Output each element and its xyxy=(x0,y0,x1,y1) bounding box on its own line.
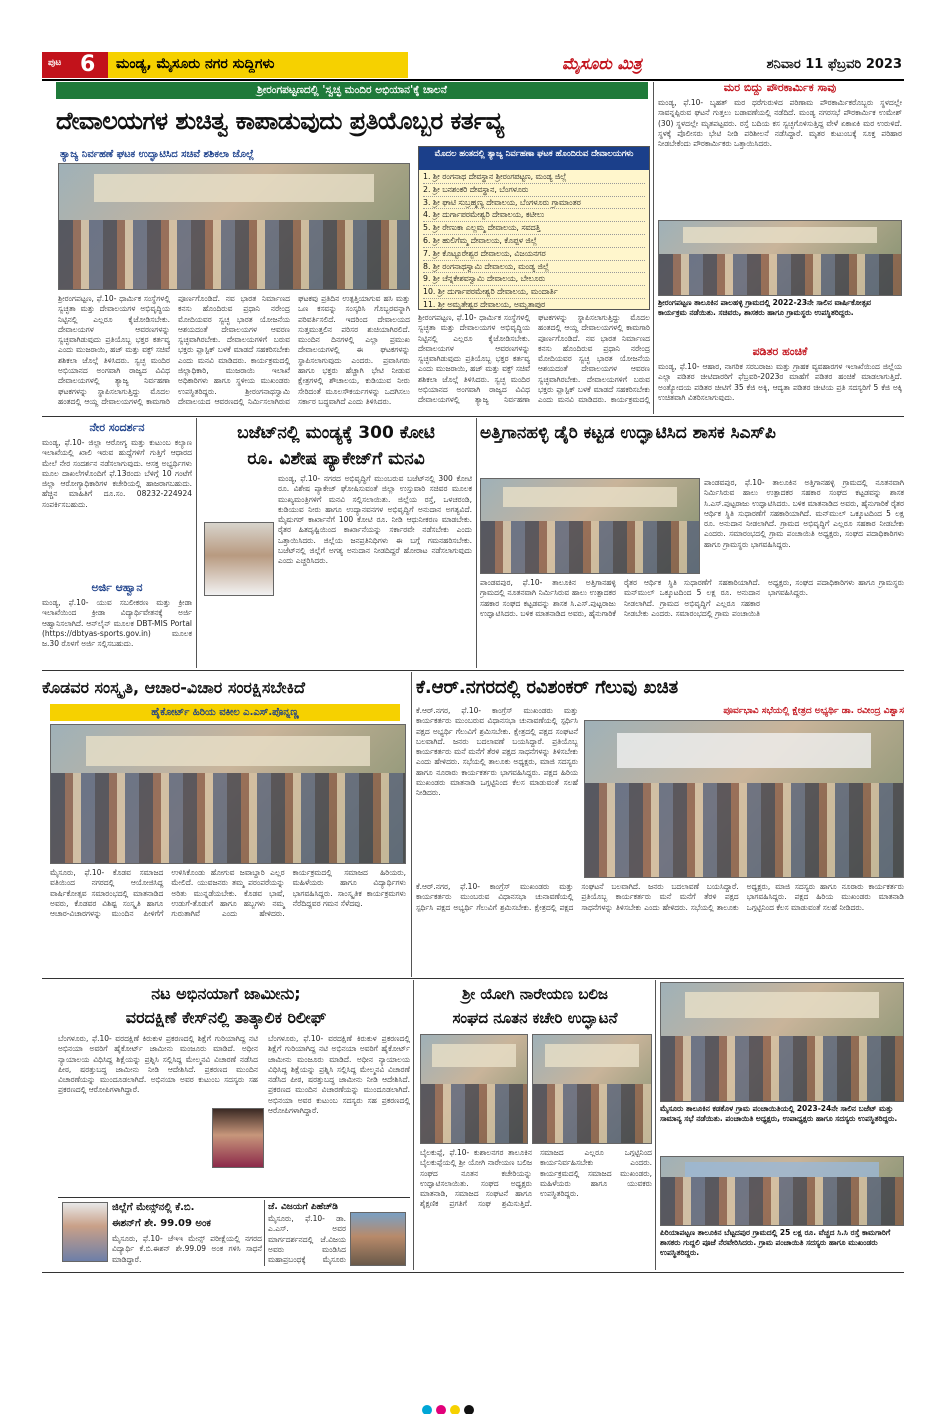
actress-headline-line2: ವರದಕ್ಷಿಣೆ ಕೇಸ್‌ನಲ್ಲಿ ತಾತ್ಕಾಲಿಕ ರಿಲೀಫ್ xyxy=(125,1008,327,1027)
lead-headline: ದೇವಾಲಯಗಳ ಶುಚಿತ್ವ ಕಾಪಾಡುವುದು ಪ್ರತಿಯೊಬ್ಬರ ಕರ್ತವ್ಯ xyxy=(56,107,504,135)
krnagar-body-bottom: ಕೆ.ಆರ್.ನಗರ, ಫೆ.10- ಕಾಂಗ್ರೆಸ್ ಮುಖಂಡರು ಮತ್ತು ಕಾರ್ಯಕರ್ತರು ಮುಂಬರುವ ವಿಧಾನಸಭಾ ಚುನಾವಣೆಯಲ್ಲಿ ಸ್ಪರ್ಧಿಸಿ ಪಕ್ಷದ ಅಭ್ಯರ್ಥಿ ಗೆಲುವಿಗೆ ಶ್ರಮಿಸಬೇಕು. ಕ್ಷೇತ್ರದಲ್ಲಿ ಪಕ್ಷದ ಸಂಘಟನೆ ಬಲವಾಗಿದೆ. ಜನರು ಬದಲಾವಣೆ ಬಯಸಿದ್ದಾರೆ. ಪ್ರತಿಯೊಬ್ಬ ಕಾರ್ಯಕರ್ತರು ಮನೆ ಮನೆಗೆ ತೆರಳಿ ಪಕ್ಷದ ಸಾಧನೆಗಳನ್ನು ತಿಳಿಸಬೇಕು ಎಂದು ಹೇಳಿದರು. ಸಭೆಯಲ್ಲಿ ತಾಲೂಕು ಅಧ್ಯಕ್ಷರು, ಮಾಜಿ ಸದಸ್ಯರು ಹಾಗೂ ನೂರಾರು ಕಾರ್ಯಕರ್ತರು ಭಾಗವಹಿಸಿದ್ದರು. ಪಕ್ಷದ ಹಿರಿಯ ಮುಖಂಡರು ಮಾತನಾಡಿ ಒಗ್ಗಟ್ಟಿನಿಂದ ಕೆಲಸ ಮಾಡುವಂತೆ ಸಲಹೆ ನೀಡಿದರು. xyxy=(416,882,904,912)
lead-kicker-box xyxy=(56,82,648,99)
list-item: 2. ಶ್ರೀ ಬನಶಂಕರಿ ದೇವಸ್ಥಾನ, ಬೆಂಗಳೂರು xyxy=(423,184,645,197)
kodava-body: ಮೈಸೂರು, ಫೆ.10- ಕೊಡವ ಸಮಾಜದ ವತಿಯಿಂದ ನಗರದಲ್ಲಿ ಆಯೋಜಿಸಿದ್ದ ವಾರ್ಷಿಕೋತ್ಸವ ಸಮಾರಂಭದಲ್ಲಿ ಮಾತನಾಡಿದ ಅವರು, ಕೊಡವರ ವಿಶಿಷ್ಟ ಸಂಸ್ಕೃತಿ ಹಾಗೂ ಆಚಾರ-ವಿಚಾರಗಳನ್ನು ಮುಂದಿನ ಪೀಳಿಗೆಗೆ ಉಳಿಸಿಕೊಂಡು ಹೋಗುವ ಜವಾಬ್ದಾರಿ ಎಲ್ಲರ ಮೇಲಿದೆ. ಯುವಜನರು ತಮ್ಮ ಪರಂಪರೆಯನ್ನು ಅರಿತು ಮುನ್ನಡೆಯಬೇಕು. ಕೊಡವ ಭಾಷೆ, ಉಡುಗೆ-ತೊಡುಗೆ ಹಾಗೂ ಹಬ್ಬಗಳು ನಮ್ಮ ಗುರುತಾಗಿವೆ ಎಂದು ಹೇಳಿದರು. ಕಾರ್ಯಕ್ರಮದಲ್ಲಿ ಸಮಾಜದ ಹಿರಿಯರು, ಮಹಿಳೆಯರು ಹಾಗೂ ವಿದ್ಯಾರ್ಥಿಗಳು ಭಾಗವಹಿಸಿದ್ದರು. ಸಾಂಸ್ಕೃತಿಕ ಕಾರ್ಯಕ್ರಮಗಳು ನೆರೆದಿದ್ದವರ ಗಮನ ಸೆಳೆದವು. xyxy=(50,868,406,919)
dairy-body-side: ಪಾಂಡವಪುರ, ಫೆ.10- ತಾಲೂಕಿನ ಅತ್ತಿಗಾನಹಳ್ಳಿ ಗ್ರಾಮದಲ್ಲಿ ನೂತನವಾಗಿ ನಿರ್ಮಿಸಿರುವ ಹಾಲು ಉತ್ಪಾದಕರ ಸಹಕಾರ ಸಂಘದ ಕಟ್ಟಡವನ್ನು ಶಾಸಕ ಸಿ.ಎಸ್.ಪುಟ್ಟರಾಜು ಉದ್ಘಾಟಿಸಿದರು. ಬಳಿಕ ಮಾತನಾಡಿದ ಅವರು, ಹೈನುಗಾರಿಕೆ ರೈತರ ಆರ್ಥಿಕ ಸ್ಥಿತಿ ಸುಧಾರಣೆಗೆ ಸಹಕಾರಿಯಾಗಿದೆ. ಮನ್‌ಮುಲ್ ಒಕ್ಕೂಟದಿಂದ 5 ಲಕ್ಷ ರೂ. ಅನುದಾನ ನೀಡಲಾಗಿದೆ. ಗ್ರಾಮದ ಅಭಿವೃದ್ಧಿಗೆ ಎಲ್ಲರೂ ಸಹಕಾರ ನೀಡಬೇಕು ಎಂದರು. ಸಮಾರಂಭದಲ್ಲಿ ಗ್ರಾಮ ಪಂಚಾಯಿತಿ ಅಧ್ಯಕ್ಷರು, ಸಂಘದ ಪದಾಧಿಕಾರಿಗಳು ಹಾಗೂ ಗ್ರಾಮಸ್ಥರು ಭಾಗವಹಿಸಿದ್ದರು. xyxy=(704,478,904,549)
list-item: 5. ಶ್ರೀ ರೇಣುಕಾ ಎಲ್ಲಮ್ಮ ದೇವಾಲಯ, ಸವದತ್ತಿ xyxy=(423,222,645,235)
list-item: 11. ಶ್ರೀ ಅಮೃತೇಶ್ವರ ದೇವಾಲಯ, ಅಮೃತಾಪುರ xyxy=(423,299,645,310)
interview-body: ಮಂಡ್ಯ, ಫೆ.10- ಜಿಲ್ಲಾ ಆರೋಗ್ಯ ಮತ್ತು ಕುಟುಂಬ ಕಲ್ಯಾಣ ಇಲಾಖೆಯಲ್ಲಿ ಖಾಲಿ ಇರುವ ಹುದ್ದೆಗಳಿಗೆ ಗುತ್ತಿಗೆ ಆಧಾರದ ಮೇಲೆ ನೇರ ಸಂದರ್ಶನ ನಡೆಸಲಾಗುವುದು. ಆಸಕ್ತ ಅಭ್ಯರ್ಥಿಗಳು ಮೂಲ ದಾಖಲೆಗಳೊಂದಿಗೆ ಫೆ.13ರಂದು ಬೆಳಿಗ್ಗೆ 10 ಗಂಟೆಗೆ ಜಿಲ್ಲಾ ಆರೋಗ್ಯಾಧಿಕಾರಿಗಳ ಕಚೇರಿಯಲ್ಲಿ ಹಾಜರಾಗಬಹುದು. ಹೆಚ್ಚಿನ ಮಾಹಿತಿಗೆ ದೂ.ಸಂ. 08232-224924 ಸಂಪರ್ಕಿಸಬಹುದು. xyxy=(42,438,192,509)
lead-photo xyxy=(58,163,410,290)
registration-marks xyxy=(420,1400,530,1414)
application-headline: ಅರ್ಜಿ ಆಹ್ವಾನ xyxy=(91,581,143,594)
balija-photo-right xyxy=(532,1034,652,1144)
lead-kicker: ಶ್ರೀರಂಗಪಟ್ಟಣದಲ್ಲಿ 'ಸ್ವಚ್ಛ ಮಂದಿರ ಅಭಿಯಾನ'ಕ್ಕೆ ಚಾಲನೆ xyxy=(257,84,447,96)
balija-headline-line2: ಸಂಘದ ನೂತನ ಕಚೇರಿ ಉದ್ಘಾಟನೆ xyxy=(452,1009,618,1027)
actress-headline-line1: ನಟ ಅಭಿನಯಾಗೆ ಜಾಮೀನು; xyxy=(151,984,301,1003)
bettadapura-photo xyxy=(660,1156,904,1226)
page-label-box xyxy=(42,52,108,78)
balija-body: ಬೈಲಕುಪ್ಪೆ, ಫೆ.10- ಕುಶಾಲನಗರ ತಾಲೂಕಿನ ಬೈಲಕುಪ್ಪೆಯಲ್ಲಿ ಶ್ರೀ ಯೋಗಿ ನಾರೇಯಣ ಬಲಿಜ ಸಂಘದ ನೂತನ ಕಚೇರಿಯನ್ನು ಉದ್ಘಾಟಿಸಲಾಯಿತು. ಸಂಘದ ಅಧ್ಯಕ್ಷರು ಮಾತನಾಡಿ, ಸಮಾಜದ ಸಂಘಟನೆ ಹಾಗೂ ಶೈಕ್ಷಣಿಕ ಪ್ರಗತಿಗೆ ಸಂಘ ಶ್ರಮಿಸುತ್ತಿದೆ. ಸಮಾಜದ ಎಲ್ಲರೂ ಒಗ್ಗಟ್ಟಿನಿಂದ ಕಾರ್ಯನಿರ್ವಹಿಸಬೇಕು ಎಂದರು. ಕಾರ್ಯಕ್ರಮದಲ್ಲಿ ಸಮಾಜದ ಮುಖಂಡರು, ಮಹಿಳೆಯರು ಹಾಗೂ ಯುವಕರು ಉಪಸ್ಥಿತರಿದ್ದರು. xyxy=(420,1148,652,1209)
kodava-photo xyxy=(50,724,406,864)
issue-date: ಶನಿವಾರ 11 ಫೆಬ್ರವರಿ 2023 xyxy=(766,57,902,72)
eshan-title-line2: ಈಶನ್‌ಗೆ ಶೇ. 99.09 ಅಂಕ xyxy=(112,1218,211,1229)
right-top-headline: ಮರ ಬಿದ್ದು ಪೌರಕಾರ್ಮಿಕ ಸಾವು xyxy=(723,81,837,94)
list-item: 4. ಶ್ರೀ ದುರ್ಗಾಪರಮೇಶ್ವರಿ ದೇವಾಲಯ, ಕಟೀಲು xyxy=(423,209,645,222)
krnagar-body: ಕೆ.ಆರ್.ನಗರ, ಫೆ.10- ಕಾಂಗ್ರೆಸ್ ಮುಖಂಡರು ಮತ್ತು ಕಾರ್ಯಕರ್ತರು ಮುಂಬರುವ ವಿಧಾನಸಭಾ ಚುನಾವಣೆಯಲ್ಲಿ ಸ್ಪರ್ಧಿಸಿ ಪಕ್ಷದ ಅಭ್ಯರ್ಥಿ ಗೆಲುವಿಗೆ ಶ್ರಮಿಸಬೇಕು. ಕ್ಷೇತ್ರದಲ್ಲಿ ಪಕ್ಷದ ಸಂಘಟನೆ ಬಲವಾಗಿದೆ. ಜನರು ಬದಲಾವಣೆ ಬಯಸಿದ್ದಾರೆ. ಪ್ರತಿಯೊಬ್ಬ ಕಾರ್ಯಕರ್ತರು ಮನೆ ಮನೆಗೆ ತೆರಳಿ ಪಕ್ಷದ ಸಾಧನೆಗಳನ್ನು ತಿಳಿಸಬೇಕು ಎಂದು ಹೇಳಿದರು. ಸಭೆಯಲ್ಲಿ ತಾಲೂಕು ಅಧ್ಯಕ್ಷರು, ಮಾಜಿ ಸದಸ್ಯರು ಹಾಗೂ ನೂರಾರು ಕಾರ್ಯಕರ್ತರು ಭಾಗವಹಿಸಿದ್ದರು. ಪಕ್ಷದ ಹಿರಿಯ ಮುಖಂಡರು ಮಾತನಾಡಿ ಒಗ್ಗಟ್ಟಿನಿಂದ ಕೆಲಸ ಮಾಡುವಂತೆ ಸಲಹೆ ನೀಡಿದರು. xyxy=(416,706,578,798)
kodava-headline: ಕೊಡವರ ಸಂಸ್ಕೃತಿ, ಆಚಾರ-ವಿಚಾರ ಸಂರಕ್ಷಿಸಬೇಕಿದೆ xyxy=(42,678,305,697)
vijaya-title: ಜೆ. ವಿಜಯಗೆ ಪಿಹೆಚ್‌ಡಿ xyxy=(268,1202,338,1212)
page-word: ಪುಟ xyxy=(48,58,62,68)
list-item: 6. ಶ್ರೀ ಹುಲಿಗೆಮ್ಮ ದೇವಾಲಯ, ಕೊಪ್ಪಳ ಜಿಲ್ಲೆ xyxy=(423,235,645,248)
footer-rule xyxy=(42,1272,904,1273)
page-number: 6 xyxy=(80,52,96,77)
kadakola-photo xyxy=(660,982,904,1102)
column-divider xyxy=(476,418,477,668)
list-item: 1. ಶ್ರೀ ರಂಗನಾಥ ದೇವಸ್ಥಾನ ಶ್ರೀರಂಗಪಟ್ಟಣ, ಮಂಡ್ಯ ಜಿಲ್ಲೆ xyxy=(423,171,645,184)
section-rule xyxy=(42,416,904,417)
list-item: 3. ಶ್ರೀ ಘಾಟಿ ಸುಬ್ರಹ್ಮಣ್ಯ ದೇವಾಲಯ, ಬೆಂಗಳೂರು ಗ್ರಾಮಾಂತರ xyxy=(423,197,645,210)
kodava-subhead-box xyxy=(50,704,400,721)
interview-headline: ನೇರ ಸಂದರ್ಶನ xyxy=(89,421,145,434)
paper-name: ಮೈಸೂರು ಮಿತ್ರ xyxy=(562,54,642,73)
ration-body: ಮಂಡ್ಯ, ಫೆ.10- ಆಹಾರ, ನಾಗರಿಕ ಸರಬರಾಜು ಮತ್ತು ಗ್ರಾಹಕ ವ್ಯವಹಾರಗಳ ಇಲಾಖೆಯಿಂದ ಜಿಲ್ಲೆಯ ಎಲ್ಲಾ ಪಡಿತರ ಚೀಟಿದಾರರಿಗೆ ಫೆಬ್ರವರಿ-2023ರ ಮಾಹೆಗೆ ಪಡಿತರ ಹಂಚಿಕೆ ಮಾಡಲಾಗುತ್ತಿದೆ. ಅಂತ್ಯೋದಯ ಪಡಿತರ ಚೀಟಿಗೆ 35 ಕೆಜಿ ಅಕ್ಕಿ, ಆದ್ಯತಾ ಪಡಿತರ ಚೀಟಿಯ ಪ್ರತಿ ಸದಸ್ಯರಿಗೆ 5 ಕೆಜಿ ಅಕ್ಕಿ ಉಚಿತವಾಗಿ ವಿತರಿಸಲಾಗುವುದು. xyxy=(658,362,902,402)
right-top-photo xyxy=(658,220,902,296)
dairy-body: ಪಾಂಡವಪುರ, ಫೆ.10- ತಾಲೂಕಿನ ಅತ್ತಿಗಾನಹಳ್ಳಿ ಗ್ರಾಮದಲ್ಲಿ ನೂತನವಾಗಿ ನಿರ್ಮಿಸಿರುವ ಹಾಲು ಉತ್ಪಾದಕರ ಸಹಕಾರ ಸಂಘದ ಕಟ್ಟಡವನ್ನು ಶಾಸಕ ಸಿ.ಎಸ್.ಪುಟ್ಟರಾಜು ಉದ್ಘಾಟಿಸಿದರು. ಬಳಿಕ ಮಾತನಾಡಿದ ಅವರು, ಹೈನುಗಾರಿಕೆ ರೈತರ ಆರ್ಥಿಕ ಸ್ಥಿತಿ ಸುಧಾರಣೆಗೆ ಸಹಕಾರಿಯಾಗಿದೆ. ಮನ್‌ಮುಲ್ ಒಕ್ಕೂಟದಿಂದ 5 ಲಕ್ಷ ರೂ. ಅನುದಾನ ನೀಡಲಾಗಿದೆ. ಗ್ರಾಮದ ಅಭಿವೃದ್ಧಿಗೆ ಎಲ್ಲರೂ ಸಹಕಾರ ನೀಡಬೇಕು ಎಂದರು. ಸಮಾರಂಭದಲ್ಲಿ ಗ್ರಾಮ ಪಂಚಾಯಿತಿ ಅಧ್ಯಕ್ಷರು, ಸಂಘದ ಪದಾಧಿಕಾರಿಗಳು ಹಾಗೂ ಗ್ರಾಮಸ್ಥರು ಭಾಗವಹಿಸಿದ್ದರು. xyxy=(480,578,904,618)
balija-headline-line1: ಶ್ರೀ ಯೋಗಿ ನಾರೇಯಣ ಬಲಿಜ xyxy=(462,985,608,1003)
eshan-title-line1: ಜಿಲ್ಲೆಗೆ ಮೇನ್ಸ್‌ನಲ್ಲಿ ಕೆ.ಬಿ. xyxy=(112,1202,195,1213)
section-rule xyxy=(58,1197,410,1198)
lead-subhead: ತ್ಯಾಜ್ಯ ನಿರ್ವಹಣೆ ಘಟಕ ಉದ್ಘಾಟಿಸಿದ ಸಚಿವೆ ಶಶಿಕಲಾ ಜೊಲ್ಲೆ xyxy=(60,149,255,160)
list-item: 7. ಶ್ರೀ ಕೊಟ್ಟೂರೇಶ್ವರ ದೇವಾಲಯ, ವಿಜಯನಗರ xyxy=(423,248,645,261)
krnagar-photo xyxy=(584,720,904,878)
kadakola-caption: ಮೈಸೂರು ತಾಲೂಕಿನ ಕಡಕೊಳ ಗ್ರಾಮ ಪಂಚಾಯಿತಿಯಲ್ಲಿ 2023-24ನೇ ಸಾಲಿನ ಬಜೆಟ್ ಮತ್ತು ಸಾಮಾನ್ಯ ಸಭೆ ನಡೆಯಿತು. ಪಂಚಾಯಿತಿ ಅಧ್ಯಕ್ಷರು, ಉಪಾಧ್ಯಕ್ಷರು ಹಾಗೂ ಸದಸ್ಯರು ಉಪಸ್ಥಿತರಿದ್ದರು. xyxy=(660,1104,898,1123)
actress-body-right: ಬೆಂಗಳೂರು, ಫೆ.10- ವರದಕ್ಷಿಣೆ ಕಿರುಕುಳ ಪ್ರಕರಣದಲ್ಲಿ ಶಿಕ್ಷೆಗೆ ಗುರಿಯಾಗಿದ್ದ ನಟಿ ಅಭಿನಯಾ ಅವರಿಗೆ ಹೈಕೋರ್ಟ್ ಜಾಮೀನು ಮಂಜೂರು ಮಾಡಿದೆ. ಅಧೀನ ನ್ಯಾಯಾಲಯ ವಿಧಿಸಿದ್ದ ಶಿಕ್ಷೆಯನ್ನು ಪ್ರಶ್ನಿಸಿ ಸಲ್ಲಿಸಿದ್ದ ಮೇಲ್ಮನವಿ ವಿಚಾರಣೆ ನಡೆಸಿದ ಪೀಠ, ಷರತ್ತುಬದ್ಧ ಜಾಮೀನು ನೀಡಿ ಆದೇಶಿಸಿದೆ. ಪ್ರಕರಣದ ಮುಂದಿನ ವಿಚಾರಣೆಯನ್ನು ಮುಂದೂಡಲಾಗಿದೆ. ಅಭಿನಯಾ ಅವರ ಕುಟುಂಬ ಸದಸ್ಯರು ಸಹ ಪ್ರಕರಣದಲ್ಲಿ ಆರೋಪಿಗಳಾಗಿದ್ದಾರೆ. xyxy=(268,1034,410,1116)
section-rule xyxy=(42,978,904,979)
temple-list xyxy=(419,170,649,310)
dairy-photo xyxy=(480,478,700,574)
temple-list-title: ಮೊದಲ ಹಂತದಲ್ಲಿ ತ್ಯಾಜ್ಯ ನಿರ್ವಹಣಾ ಘಟಕ ಹೊಂದಿರುವ ದೇವಾಲಯಗಳು xyxy=(419,147,649,170)
budget-portrait xyxy=(204,522,274,596)
eshan-body: ಮೈಸೂರು, ಫೆ.10- ಜೆಇಇ ಮೇನ್ಸ್ ಪರೀಕ್ಷೆಯಲ್ಲಿ ನಗರದ ವಿದ್ಯಾರ್ಥಿ ಕೆ.ಬಿ.ಈಶನ್ ಶೇ.99.09 ಅಂಕ ಗಳಿಸಿ ಸಾಧನೆ ಮಾಡಿದ್ದಾರೆ. xyxy=(112,1234,262,1264)
actress-body: ಬೆಂಗಳೂರು, ಫೆ.10- ವರದಕ್ಷಿಣೆ ಕಿರುಕುಳ ಪ್ರಕರಣದಲ್ಲಿ ಶಿಕ್ಷೆಗೆ ಗುರಿಯಾಗಿದ್ದ ನಟಿ ಅಭಿನಯಾ ಅವರಿಗೆ ಹೈಕೋರ್ಟ್ ಜಾಮೀನು ಮಂಜೂರು ಮಾಡಿದೆ. ಅಧೀನ ನ್ಯಾಯಾಲಯ ವಿಧಿಸಿದ್ದ ಶಿಕ್ಷೆಯನ್ನು ಪ್ರಶ್ನಿಸಿ ಸಲ್ಲಿಸಿದ್ದ ಮೇಲ್ಮನವಿ ವಿಚಾರಣೆ ನಡೆಸಿದ ಪೀಠ, ಷರತ್ತುಬದ್ಧ ಜಾಮೀನು ನೀಡಿ ಆದೇಶಿಸಿದೆ. ಪ್ರಕರಣದ ಮುಂದಿನ ವಿಚಾರಣೆಯನ್ನು ಮುಂದೂಡಲಾಗಿದೆ. ಅಭಿನಯಾ ಅವರ ಕುಟುಂಬ ಸದಸ್ಯರು ಸಹ ಪ್ರಕರಣದಲ್ಲಿ ಆರೋಪಿಗಳಾಗಿದ್ದಾರೆ. xyxy=(58,1034,258,1095)
list-item: 8. ಶ್ರೀ ರಂಗನಾಥಸ್ವಾಮಿ ದೇವಾಲಯ, ಮಂಡ್ಯ ಜಿಲ್ಲೆ xyxy=(423,261,645,274)
column-divider xyxy=(413,980,414,1270)
column-divider xyxy=(411,672,412,977)
dairy-headline: ಅತ್ತಿಗಾನಹಳ್ಳಿ ಡೈರಿ ಕಟ್ಟಡ ಉದ್ಘಾಟಿಸಿದ ಶಾಸಕ ಸಿಎಸ್‌ಪಿ xyxy=(480,423,776,443)
vijaya-portrait xyxy=(350,1212,406,1266)
kodava-subhead: ಹೈಕೋರ್ಟ್ ಹಿರಿಯ ವಕೀಲ ಎ.ಎಸ್.ಪೊನ್ನಣ್ಣ xyxy=(151,707,299,718)
list-item: 10. ಶ್ರೀ ದುರ್ಗಾಪರಮೇಶ್ವರಿ ದೇವಾಲಯ, ಮಂದಾರ್ತಿ xyxy=(423,286,645,299)
section-title-box xyxy=(108,52,408,78)
lead-body-continued: ಶ್ರೀರಂಗಪಟ್ಟಣ, ಫೆ.10- ಧಾರ್ಮಿಕ ಸಂಸ್ಥೆಗಳಲ್ಲಿ ಸ್ವಚ್ಛತಾ ಮತ್ತು ದೇವಾಲಯಗಳ ಅಭಿವೃದ್ಧಿಯ ನಿಟ್ಟಿನಲ್ಲಿ ಎಲ್ಲರೂ ಕೈಜೋಡಿಸಬೇಕು. ದೇವಾಲಯಗಳ ಆವರಣಗಳನ್ನು ಸ್ವಚ್ಛವಾಗಿಡುವುದು ಪ್ರತಿಯೊಬ್ಬ ಭಕ್ತರ ಕರ್ತವ್ಯ ಎಂದು ಮುಜರಾಯಿ, ಹಜ್ ಮತ್ತು ವಕ್ಫ್ ಸಚಿವೆ ಶಶಿಕಲಾ ಜೊಲ್ಲೆ ತಿಳಿಸಿದರು. ಸ್ವಚ್ಛ ಮಂದಿರ ಅಭಿಯಾನದ ಅಂಗವಾಗಿ ರಾಜ್ಯದ ವಿವಿಧ ದೇವಾಲಯಗಳಲ್ಲಿ ತ್ಯಾಜ್ಯ ನಿರ್ವಹಣಾ ಘಟಕಗಳನ್ನು ಸ್ಥಾಪಿಸಲಾಗುತ್ತಿದ್ದು ಮೊದಲ ಹಂತದಲ್ಲಿ ಆಯ್ದ ದೇವಾಲಯಗಳಲ್ಲಿ ಕಾಮಗಾರಿ ಪೂರ್ಣಗೊಂಡಿದೆ. ನವ ಭಾರತ ನಿರ್ಮಾಣದ ಕನಸು ಹೊಂದಿರುವ ಪ್ರಧಾನಿ ನರೇಂದ್ರ ಮೋದಿಯವರ ಸ್ವಚ್ಛ ಭಾರತ ಯೋಜನೆಯ ಆಶಯದಂತೆ ದೇವಾಲಯಗಳ ಆವರಣ ಸ್ವಚ್ಛವಾಗಿರಬೇಕು. ದೇವಾಲಯಗಳಿಗೆ ಬರುವ ಭಕ್ತರು ಪ್ಲಾಸ್ಟಿಕ್ ಬಳಕೆ ಮಾಡದೆ ಸಹಕರಿಸಬೇಕು ಎಂದು ಮನವಿ ಮಾಡಿದರು. ಕಾರ್ಯಕ್ರಮದಲ್ಲಿ xyxy=(418,313,650,405)
list-item: 9. ಶ್ರೀ ಚೆನ್ನಕೇಶವಸ್ವಾಮಿ ದೇವಾಲಯ, ಬೇಲೂರು xyxy=(423,273,645,286)
balija-photo-left xyxy=(420,1034,528,1144)
budget-body: ಮಂಡ್ಯ, ಫೆ.10- ನಗರದ ಅಭಿವೃದ್ಧಿಗೆ ಮುಂಬರುವ ಬಜೆಟ್‌ನಲ್ಲಿ 300 ಕೋಟಿ ರೂ. ವಿಶೇಷ ಪ್ಯಾಕೇಜ್ ಘೋಷಿಸುವಂತೆ ಜಿಲ್ಲಾ ಉಸ್ತುವಾರಿ ಸಚಿವರ ಮೂಲಕ ಮುಖ್ಯಮಂತ್ರಿಗಳಿಗೆ ಮನವಿ ಸಲ್ಲಿಸಲಾಯಿತು. ಜಿಲ್ಲೆಯ ರಸ್ತೆ, ಒಳಚರಂಡಿ, ಕುಡಿಯುವ ನೀರು ಹಾಗೂ ಉದ್ಯಾನವನಗಳ ಅಭಿವೃದ್ಧಿಗೆ ಅನುದಾನ ಅಗತ್ಯವಿದೆ. ಮೈಷುಗರ್ ಕಾರ್ಖಾನೆಗೆ 100 ಕೋಟಿ ರೂ. ನೀಡಿ ಆಧುನೀಕರಣ ಮಾಡಬೇಕು. ರೈತರ ಹಿತದೃಷ್ಟಿಯಿಂದ ಕಾರ್ಖಾನೆಯನ್ನು ಸರ್ಕಾರವೇ ನಡೆಸಬೇಕು ಎಂದು ಒತ್ತಾಯಿಸಿದರು. ಜಿಲ್ಲೆಯ ಜನಪ್ರತಿನಿಧಿಗಳು ಈ ಬಗ್ಗೆ ಗಮನಹರಿಸಬೇಕು. ಬಜೆಟ್‌ನಲ್ಲಿ ಜಿಲ್ಲೆಗೆ ಅಗತ್ಯ ಅನುದಾನ ನೀಡದಿದ್ದರೆ ಹೋರಾಟ ನಡೆಸಲಾಗುವುದು ಎಂದು ಎಚ್ಚರಿಸಿದರು. xyxy=(278,474,472,566)
right-top-body: ಮಂಡ್ಯ, ಫೆ.10- ಬೃಹತ್ ಮರ ಧರೆಗುರುಳಿದ ಪರಿಣಾಮ ಪೌರಕಾರ್ಮಿಕರೊಬ್ಬರು ಸ್ಥಳದಲ್ಲೇ ಸಾವನ್ನಪ್ಪಿರುವ ಘಟನೆ ಗುತ್ತಲು ಬಡಾವಣೆಯಲ್ಲಿ ನಡೆದಿದೆ. ಮಂಡ್ಯ ನಗರಸಭೆ ಪೌರಕಾರ್ಮಿಕ ಉಮೇಶ್ (30) ಸ್ಥಳದಲ್ಲೇ ಮೃತಪಟ್ಟವರು. ರಸ್ತೆ ಬದಿಯ ಕಸ ಸ್ವಚ್ಛಗೊಳಿಸುತ್ತಿದ್ದ ವೇಳೆ ಏಕಾಏಕಿ ಮರ ಉರುಳಿದೆ. ಸ್ಥಳಕ್ಕೆ ಪೊಲೀಸರು ಭೇಟಿ ನೀಡಿ ಪರಿಶೀಲನೆ ನಡೆಸಿದ್ದಾರೆ. ಮೃತರ ಕುಟುಂಬಕ್ಕೆ ಸೂಕ್ತ ಪರಿಹಾರ ನೀಡಬೇಕೆಂದು ಪೌರಕಾರ್ಮಿಕರು ಒತ್ತಾಯಿಸಿದರು. xyxy=(658,98,902,149)
bettadapura-caption: ಪಿರಿಯಾಪಟ್ಟಣ ತಾಲೂಕಿನ ಬೆಟ್ಟದಪುರ ಗ್ರಾಮದಲ್ಲಿ 25 ಲಕ್ಷ ರೂ. ವೆಚ್ಚದ ಸಿ.ಸಿ ರಸ್ತೆ ಕಾಮಗಾರಿಗೆ ಶಾಸಕರು ಗುದ್ದಲಿ ಪೂಜೆ ನೆರವೇರಿಸಿದರು. ಗ್ರಾಮ ಪಂಚಾಯಿತಿ ಸದಸ್ಯರು ಹಾಗೂ ಮುಖಂಡರು ಉಪಸ್ಥಿತರಿದ್ದರು. xyxy=(660,1228,891,1257)
ration-headline: ಪಡಿತರ ಹಂಚಿಕೆ xyxy=(752,345,808,358)
krnagar-headline: ಕೆ.ಆರ್.ನಗರದಲ್ಲಿ ರವಿಶಂಕರ್ ಗೆಲುವು ಖಚಿತ xyxy=(416,677,679,698)
column-divider xyxy=(196,418,197,668)
actress-portrait xyxy=(212,1108,264,1168)
right-top-caption: ಶ್ರೀರಂಗಪಟ್ಟಣ ತಾಲೂಕಿನ ಪಾಲಹಳ್ಳಿ ಗ್ರಾಮದಲ್ಲಿ 2022-23ನೇ ಸಾಲಿನ ವಾರ್ಷಿಕೋತ್ಸವ ಕಾರ್ಯಕ್ರಮ ನಡೆಯಿತು. ಸಚಿವರು, ಶಾಸಕರು ಹಾಗೂ ಗ್ರಾಮಸ್ಥರು ಉಪಸ್ಥಿತರಿದ್ದರು. xyxy=(658,298,872,317)
column-divider xyxy=(264,1200,265,1266)
column-divider xyxy=(655,980,656,1270)
eshan-portrait xyxy=(62,1202,108,1262)
vijaya-body: ಮೈಸೂರು, ಫೆ.10- ಡಾ. ಎ.ಎಸ್. ಅವರ ಮಾರ್ಗದರ್ಶನದಲ್ಲಿ ಜೆ.ವಿಜಯ ಅವರು ಮಂಡಿಸಿದ ಮಹಾಪ್ರಬಂಧಕ್ಕೆ ಮೈಸೂರು xyxy=(268,1214,346,1265)
lead-body: ಶ್ರೀರಂಗಪಟ್ಟಣ, ಫೆ.10- ಧಾರ್ಮಿಕ ಸಂಸ್ಥೆಗಳಲ್ಲಿ ಸ್ವಚ್ಛತಾ ಮತ್ತು ದೇವಾಲಯಗಳ ಅಭಿವೃದ್ಧಿಯ ನಿಟ್ಟಿನಲ್ಲಿ ಎಲ್ಲರೂ ಕೈಜೋಡಿಸಬೇಕು. ದೇವಾಲಯಗಳ ಆವರಣಗಳನ್ನು ಸ್ವಚ್ಛವಾಗಿಡುವುದು ಪ್ರತಿಯೊಬ್ಬ ಭಕ್ತರ ಕರ್ತವ್ಯ ಎಂದು ಮುಜರಾಯಿ, ಹಜ್ ಮತ್ತು ವಕ್ಫ್ ಸಚಿವೆ ಶಶಿಕಲಾ ಜೊಲ್ಲೆ ತಿಳಿಸಿದರು. ಸ್ವಚ್ಛ ಮಂದಿರ ಅಭಿಯಾನದ ಅಂಗವಾಗಿ ರಾಜ್ಯದ ವಿವಿಧ ದೇವಾಲಯಗಳಲ್ಲಿ ತ್ಯಾಜ್ಯ ನಿರ್ವಹಣಾ ಘಟಕಗಳನ್ನು ಸ್ಥಾಪಿಸಲಾಗುತ್ತಿದ್ದು ಮೊದಲ ಹಂತದಲ್ಲಿ ಆಯ್ದ ದೇವಾಲಯಗಳಲ್ಲಿ ಕಾಮಗಾರಿ ಪೂರ್ಣಗೊಂಡಿದೆ. ನವ ಭಾರತ ನಿರ್ಮಾಣದ ಕನಸು ಹೊಂದಿರುವ ಪ್ರಧಾನಿ ನರೇಂದ್ರ ಮೋದಿಯವರ ಸ್ವಚ್ಛ ಭಾರತ ಯೋಜನೆಯ ಆಶಯದಂತೆ ದೇವಾಲಯಗಳ ಆವರಣ ಸ್ವಚ್ಛವಾಗಿರಬೇಕು. ದೇವಾಲಯಗಳಿಗೆ ಬರುವ ಭಕ್ತರು ಪ್ಲಾಸ್ಟಿಕ್ ಬಳಕೆ ಮಾಡದೆ ಸಹಕರಿಸಬೇಕು ಎಂದು ಮನವಿ ಮಾಡಿದರು. ಕಾರ್ಯಕ್ರಮದಲ್ಲಿ ಜಿಲ್ಲಾಧಿಕಾರಿ, ಮುಜರಾಯಿ ಇಲಾಖೆ ಅಧಿಕಾರಿಗಳು ಹಾಗೂ ಸ್ಥಳೀಯ ಮುಖಂಡರು ಉಪಸ್ಥಿತರಿದ್ದರು. ಶ್ರೀರಂಗನಾಥಸ್ವಾಮಿ ದೇವಾಲಯದ ಆವರಣದಲ್ಲಿ ನಿರ್ಮಿಸಲಾಗಿರುವ ಘಟಕವು ಪ್ರತಿದಿನ ಉತ್ಪತ್ತಿಯಾಗುವ ಹಸಿ ಮತ್ತು ಒಣ ಕಸವನ್ನು ಸಂಸ್ಕರಿಸಿ ಗೊಬ್ಬರವನ್ನಾಗಿ ಪರಿವರ್ತಿಸಲಿದೆ. ಇದರಿಂದ ದೇವಾಲಯದ ಸುತ್ತಮುತ್ತಲಿನ ಪರಿಸರ ಶುಚಿಯಾಗಿರಲಿದೆ. ಮುಂದಿನ ದಿನಗಳಲ್ಲಿ ಎಲ್ಲಾ ಪ್ರಮುಖ ದೇವಾಲಯಗಳಲ್ಲಿ ಈ ಘಟಕಗಳನ್ನು ಸ್ಥಾಪಿಸಲಾಗುವುದು ಎಂದರು. ಪ್ರವಾಸಿಗರು ಹಾಗೂ ಭಕ್ತರು ಹೆಚ್ಚಾಗಿ ಭೇಟಿ ನೀಡುವ ಕ್ಷೇತ್ರಗಳಲ್ಲಿ ಶೌಚಾಲಯ, ಕುಡಿಯುವ ನೀರು ಸೇರಿದಂತೆ ಮೂಲಸೌಕರ್ಯಗಳನ್ನು ಒದಗಿಸಲು ಸರ್ಕಾರ ಬದ್ಧವಾಗಿದೆ ಎಂದು ತಿಳಿಸಿದರು. xyxy=(58,294,410,406)
application-body: ಮಂಡ್ಯ, ಫೆ.10- ಯುವ ಸಬಲೀಕರಣ ಮತ್ತು ಕ್ರೀಡಾ ಇಲಾಖೆಯಿಂದ ಕ್ರೀಡಾ ವಿದ್ಯಾರ್ಥಿವೇತನಕ್ಕೆ ಅರ್ಜಿ ಆಹ್ವಾನಿಸಲಾಗಿದೆ. ಆನ್‌ಲೈನ್ ಮೂಲಕ DBT-MIS Portal (https://dbtyas-sports.gov.in) ಮೂಲಕ ಜ.30 ರೊಳಗೆ ಅರ್ಜಿ ಸಲ್ಲಿಸಬಹುದು. xyxy=(42,598,192,649)
column-divider xyxy=(653,82,654,414)
masthead xyxy=(42,52,902,78)
section-rule xyxy=(42,670,904,671)
budget-headline-line2: ರೂ. ವಿಶೇಷ ಪ್ಯಾಕೇಜ್‌ಗೆ ಮನವಿ xyxy=(247,449,425,469)
budget-headline-line1: ಬಜೆಟ್‌ನಲ್ಲಿ ಮಂಡ್ಯಕ್ಕೆ 300 ಕೋಟಿ xyxy=(237,423,435,443)
temple-list-box xyxy=(418,146,650,310)
section-title: ಮಂಡ್ಯ, ಮೈಸೂರು ನಗರ ಸುದ್ದಿಗಳು xyxy=(116,56,275,72)
krnagar-subhead: ಪೂರ್ವಭಾವಿ ಸಭೆಯಲ್ಲಿ ಕ್ಷೇತ್ರದ ಅಭ್ಯರ್ಥಿ ಡಾ. ರವೀಂದ್ರ ವಿಶ್ವಾಸ xyxy=(723,706,904,716)
